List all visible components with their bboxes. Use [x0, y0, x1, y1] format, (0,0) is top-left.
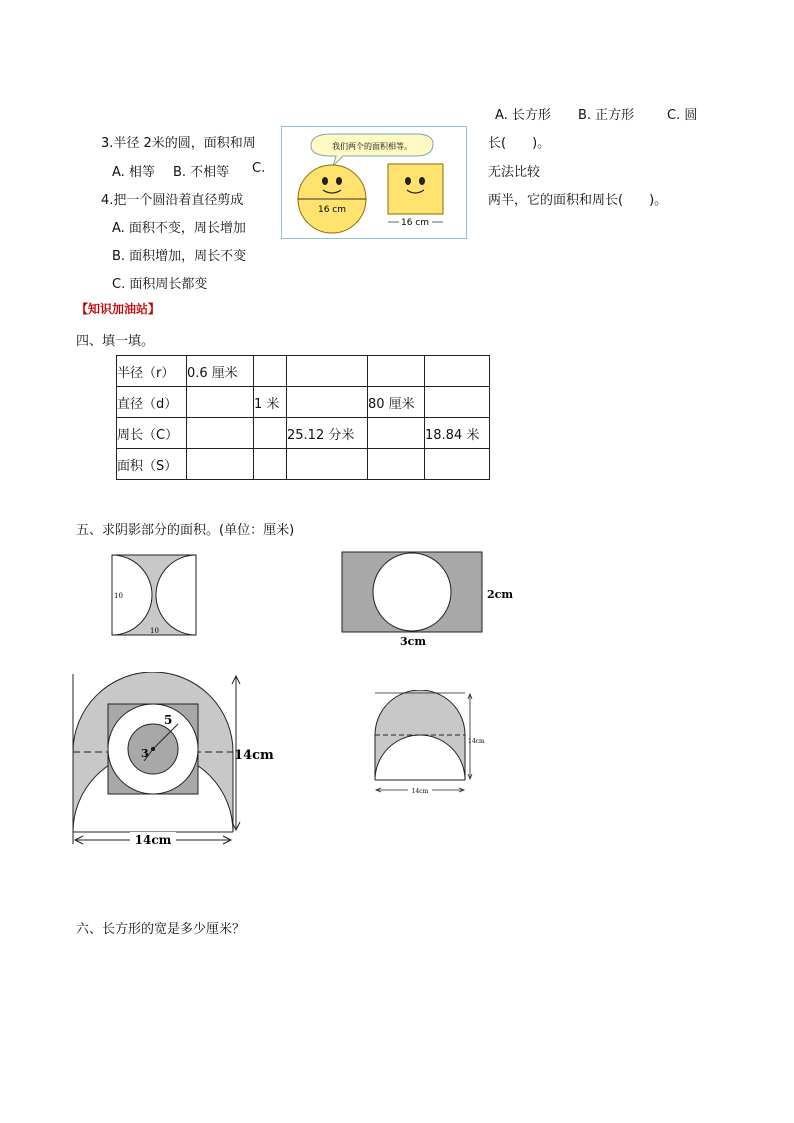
q3-option-c: C. [252, 161, 266, 176]
q3-stem-left: 3.半径 2米的圆，面积和周 [101, 136, 256, 151]
table-row [117, 418, 490, 449]
table-cell[interactable] [425, 387, 490, 418]
figure-1-side-label: 10 [114, 592, 123, 600]
figure-1-square-semicircles [110, 553, 200, 638]
section-4-title: 四、填一填。 [76, 334, 155, 349]
figure-2-height-label: 2cm [487, 588, 513, 601]
figure-4-square-semicircles [372, 690, 497, 800]
figure-3-height-label: 14cm [234, 748, 274, 763]
figure-2-rectangle-circle [340, 550, 515, 650]
q3-option-c-text: 无法比较 [488, 165, 541, 180]
option-b-square: B. 正方形 [578, 108, 635, 123]
table-cell: 80 厘米 [368, 387, 425, 418]
circle-diameter-label: 16 cm [317, 205, 347, 215]
fill-in-table [116, 355, 490, 480]
section-6-title: 六、长方形的宽是多少厘米？ [76, 922, 246, 937]
q3-option-a: A. 相等 [112, 165, 155, 180]
table-cell: 18.84 米 [425, 418, 490, 449]
table-cell: 直径（d） [117, 387, 187, 418]
table-cell[interactable] [287, 387, 368, 418]
table-cell[interactable] [287, 356, 368, 387]
q4-stem-left: 4.把一个圆沿着直径剪成 [101, 193, 244, 208]
table-cell: 1 米 [254, 387, 287, 418]
figure-1-bottom-label: 10 [150, 627, 159, 635]
figure-3-outer-radius-label: 5 [164, 713, 173, 727]
q4-stem-right: 两半，它的面积和周长( )。 [488, 193, 668, 208]
q3-stem-right: 长( )。 [488, 136, 551, 151]
circle-square-illustration [281, 126, 467, 239]
option-a-rectangle: A. 长方形 [495, 108, 551, 123]
square-face [388, 164, 443, 214]
speech-bubble-text: 我们两个的面积相等。 [332, 142, 412, 151]
table-cell: 25.12 分米 [287, 418, 368, 449]
table-cell[interactable] [187, 387, 254, 418]
table-cell[interactable] [254, 356, 287, 387]
square-side-label: 16 cm [400, 218, 430, 228]
q4-option-a: A. 面积不变，周长增加 [112, 221, 246, 236]
table-cell[interactable] [368, 449, 425, 480]
table-cell[interactable] [368, 356, 425, 387]
option-c-circle: C. 圆 [667, 108, 698, 123]
table-row [117, 449, 490, 480]
table-cell: 半径（r） [117, 356, 187, 387]
figure-3-width-label: 14cm [134, 833, 172, 847]
table-cell: 周长（C） [117, 418, 187, 449]
table-cell[interactable] [187, 418, 254, 449]
section-5-title: 五、求阴影部分的面积。(单位：厘米) [76, 523, 295, 538]
figure-4-width-label: 14cm [411, 788, 429, 795]
figure-4-height-label: 14cm [468, 738, 485, 745]
figure-2-width-label: 3cm [400, 635, 426, 648]
table-row [117, 356, 490, 387]
figure-3-inner-radius-label: 3 [141, 747, 149, 760]
figure-3-arches-rings [70, 672, 275, 850]
table-cell[interactable] [425, 356, 490, 387]
q4-option-c: C. 面积周长都变 [112, 277, 208, 292]
table-cell[interactable] [254, 418, 287, 449]
table-cell[interactable] [425, 449, 490, 480]
table-cell: 面积（S） [117, 449, 187, 480]
table-cell: 0.6 厘米 [187, 356, 254, 387]
knowledge-tip-label: 【知识加油站】 [76, 302, 161, 316]
q3-option-b: B. 不相等 [173, 165, 230, 180]
table-cell[interactable] [254, 449, 287, 480]
q4-option-b: B. 面积增加，周长不变 [112, 249, 247, 264]
table-cell[interactable] [287, 449, 368, 480]
table-cell[interactable] [368, 418, 425, 449]
table-cell[interactable] [187, 449, 254, 480]
table-row [117, 387, 490, 418]
